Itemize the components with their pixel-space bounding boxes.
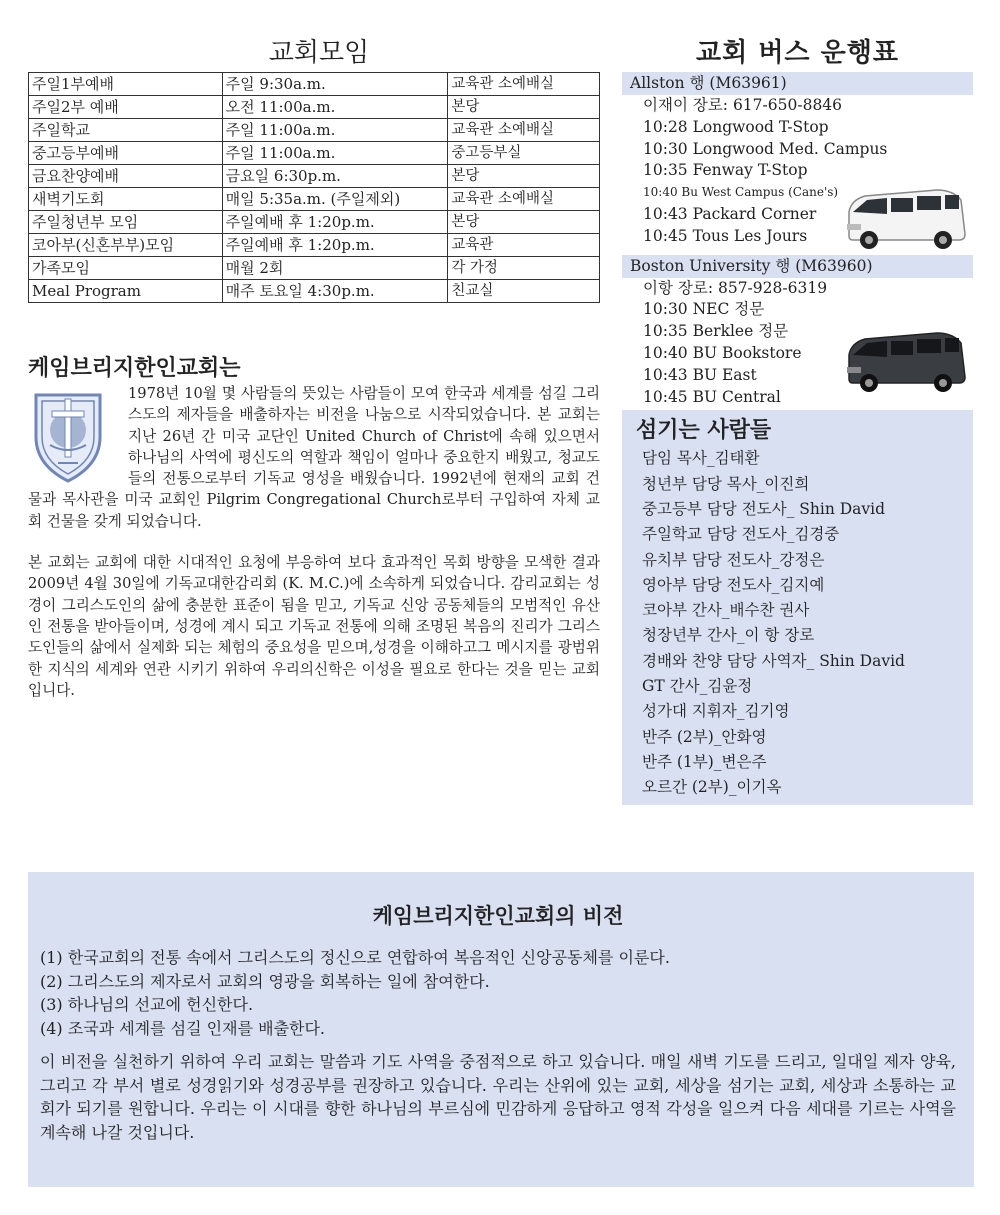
route-stop: 10:35 Fenway T-Stop [643, 161, 808, 180]
gathering-name: 금요찬양예배 [29, 165, 223, 188]
table-row [29, 142, 600, 165]
servers-panel [622, 410, 973, 805]
gathering-place: 본당 [448, 211, 600, 234]
table-row [29, 119, 600, 142]
route-stop: 10:28 Longwood T-Stop [643, 117, 829, 136]
gathering-time: 매주 토요일 4:30p.m. [222, 280, 448, 303]
route-stop: 10:30 NEC 정문 [643, 300, 765, 319]
gathering-name: 주일1부예배 [29, 73, 223, 96]
server-item: GT 간사_김윤정 [642, 677, 753, 696]
gathering-name: 가족모임 [29, 257, 223, 280]
gathering-name: 주일청년부 모임 [29, 211, 223, 234]
about-paragraph-2: 본 교회는 교회에 대한 시대적인 요청에 부응하여 보다 효과적인 목회 방향을 모색한 결과 2009년 4월 30일에 기독교대한감리회 (K. M.C.)에 소속하게 되었습니다. 감리교회는 성경이 그리스도인의 삶에 충분한 표준이 됨을 믿고, 기독교 신앙 공동체들의 모범적인 유산인 전통을 받아들이며, 성경에 계시 되고 기독교 전통에 의해 조명된 복음의 진리가 그리스도인들의 삶에서 실제화 되는 체험의 중요성을 믿으며,성경을 이해하고그 메시지를 광범위한 지식의 세계와 연관 시키기 위하여 우리의신학은 이성을 필요로 한다는 것을 믿는 교회입니다. [28, 554, 600, 699]
route-contact: 이재이 장로: 617-650-8846 [643, 96, 843, 114]
gathering-time: 주일 11:00a.m. [222, 142, 448, 165]
gathering-name: 주일학교 [29, 119, 223, 142]
server-item: 경배와 찬양 담당 사역자_ Shin David [642, 651, 905, 670]
bus-route-bu [622, 255, 973, 409]
route-stop: 10:45 Tous Les Jours [643, 226, 808, 245]
table-row [29, 280, 600, 303]
vision-list [40, 946, 956, 1040]
gathering-place: 친교실 [448, 280, 600, 303]
gatherings-title: 교회모임 [268, 38, 370, 68]
server-item: 반주 (1부)_변은주 [642, 752, 767, 771]
van-icon [839, 321, 969, 401]
vision-panel [28, 872, 974, 1187]
server-item: 오르간 (2부)_이기옥 [642, 778, 782, 797]
right-column [622, 0, 973, 805]
gathering-place: 교육관 [448, 234, 600, 257]
server-item: 영아부 담당 전도사_김지예 [642, 575, 825, 594]
about-title: 케임브리지한인교회는 [28, 355, 241, 381]
server-item: 담임 목사_김태환 [642, 449, 760, 468]
server-item: 반주 (2부)_안화영 [642, 727, 767, 746]
table-row [29, 96, 600, 119]
gathering-place: 교육관 소예배실 [448, 188, 600, 211]
gathering-time: 주일 11:00a.m. [222, 119, 448, 142]
vision-item: (1) 한국교회의 전통 속에서 그리스도의 정신으로 연합하여 복음적인 신앙공동체를 이룬다. [40, 948, 670, 967]
server-item: 청장년부 간사_이 항 장로 [642, 626, 815, 645]
left-column [28, 0, 600, 701]
route-contact: 이항 장로: 857-928-6319 [643, 278, 828, 297]
gathering-time: 주일 9:30a.m. [222, 73, 448, 96]
gathering-time: 금요일 6:30p.m. [222, 165, 448, 188]
route-stop: 10:43 BU East [643, 365, 757, 384]
gathering-place: 본당 [448, 96, 600, 119]
server-item: 성가대 지휘자_김기영 [642, 702, 790, 721]
table-row [29, 211, 600, 234]
gathering-name: 코아부(신혼부부)모임 [29, 234, 223, 257]
route-header: Allston 행 (M63961) [622, 72, 973, 95]
gathering-name: 중고등부예배 [29, 142, 223, 165]
gathering-place: 본당 [448, 165, 600, 188]
gathering-place: 각 가정 [448, 257, 600, 280]
gathering-name: Meal Program [29, 280, 223, 303]
church-logo [28, 385, 108, 485]
servers-list [636, 446, 973, 800]
route-stop: 10:43 Packard Corner [643, 204, 817, 223]
server-item: 유치부 담당 전도사_강정은 [642, 550, 825, 569]
route-stop: 10:40 BU Bookstore [643, 343, 802, 362]
gathering-time: 주일예배 후 1:20p.m. [222, 234, 448, 257]
vision-item: (2) 그리스도의 제자로서 교회의 영광을 회복하는 일에 참여한다. [40, 971, 490, 991]
about-paragraph-1: 1978년 10월 몇 사람들의 뜻있는 사람들이 모여 한국과 세계를 섬길 그리스도의 제자들을 배출하자는 비전을 나눔으로 시작되었습니다. 본 교회는 지난 26년 간 미국 교단인 United Church of Christ에 속해 있으면서 하나님의 사역에 평신도의 역할과 책임이 얼마나 중요한지 배웠고, 청교도들의 전통으로부터 기독교 영성을 배웠습니다. 1992년에 현재의 교회 건물과 목사관을 미국 교회인 Pilgrim Congregational Church로부터 구입하여 자체 교회 건물을 갖게 되었습니다. [28, 385, 600, 530]
servers-title: 섬기는 사람들 [636, 417, 772, 444]
route-header: Boston University 행 (M63960) [622, 255, 973, 278]
server-item: 중고등부 담당 전도사_ Shin David [642, 499, 886, 518]
table-row [29, 257, 600, 280]
gathering-time: 매월 2회 [222, 257, 448, 280]
gathering-time: 매일 5:35a.m. (주일제외) [222, 188, 448, 211]
server-item: 청년부 담당 목사_이진희 [642, 474, 810, 493]
gathering-name: 새벽기도회 [29, 188, 223, 211]
route-stop: 10:35 Berklee 정문 [643, 322, 789, 341]
table-row [29, 165, 600, 188]
gathering-time: 오전 11:00a.m. [222, 96, 448, 119]
gathering-place: 중고등부실 [448, 142, 600, 165]
vision-body: 이 비전을 실천하기 위하여 우리 교회는 말씀과 기도 사역을 중점적으로 하고 있습니다. 매일 새벽 기도를 드리고, 일대일 제자 양육, 그리고 각 부서 별로 성경읽기와 성경공부를 권장하고 있습니다. 우리는 산위에 있는 교회, 세상을 섬기는 교회, 세상과 소통하는 교회가 되기를 원합니다. 우리는 이 시대를 향한 하나님의 부르심에 민감하게 응답하고 영적 각성을 일으켜 다음 세대를 기르는 사역을 계속해 나갈 것입니다. [40, 1052, 956, 1142]
vision-item: (3) 하나님의 선교에 헌신한다. [40, 995, 254, 1014]
bus-schedule-title: 교회 버스 운행표 [696, 38, 899, 68]
gatherings-table [28, 72, 600, 303]
route-stop: 10:40 Bu West Campus (Cane's) [643, 185, 839, 200]
van-icon [839, 178, 969, 258]
gathering-place: 교육관 소예배실 [448, 73, 600, 96]
server-item: 코아부 간사_배수찬 권사 [642, 601, 810, 620]
route-stop: 10:30 Longwood Med. Campus [643, 139, 888, 158]
about-section [28, 383, 600, 701]
route-stop: 10:45 BU Central [643, 387, 781, 406]
gathering-place: 교육관 소예배실 [448, 119, 600, 142]
bus-route-allston [622, 72, 973, 248]
server-item: 주일학교 담당 전도사_김경중 [642, 525, 840, 544]
table-row [29, 73, 600, 96]
table-row [29, 188, 600, 211]
gathering-time: 주일예배 후 1:20p.m. [222, 211, 448, 234]
table-row [29, 234, 600, 257]
vision-item: (4) 조국과 세계를 섬길 인재를 배출한다. [40, 1018, 326, 1038]
vision-title: 케임브리지한인교회의 비전 [372, 903, 624, 928]
gathering-name: 주일2부 예배 [29, 96, 223, 119]
